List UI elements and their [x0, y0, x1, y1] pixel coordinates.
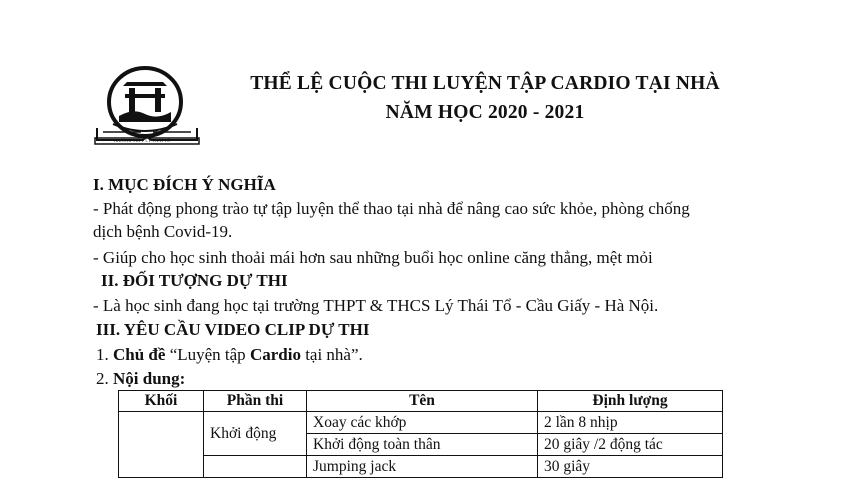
document-title: THỂ LỆ CUỘC THI LUYỆN TẬP CARDIO TẠI NHÀ — [250, 73, 720, 94]
section1-line1: - Phát động phong trào tự tập luyện thể thao tại nhà để nâng cao sức khỏe, phòng chống — [93, 199, 690, 218]
item1-end: tại nhà”. — [300, 345, 363, 364]
cell-name: Jumping jack — [307, 456, 538, 478]
cell-amount: 2 lần 8 nhịp — [538, 412, 723, 434]
section1-heading: I. MỤC ĐÍCH Ý NGHĨA — [93, 175, 276, 194]
cell-name: Xoay các khớp — [307, 412, 538, 434]
document-subtitle: NĂM HỌC 2020 - 2021 — [385, 102, 585, 123]
item1-cardio: Cardio — [249, 345, 301, 364]
header-phan-thi: Phần thi — [204, 391, 307, 412]
cell-amount: 20 giây /2 động tác — [538, 434, 723, 456]
item1-number: 1. — [96, 345, 113, 364]
header-ten: Tên — [307, 391, 538, 412]
section2-heading: II. ĐỐI TƯỢNG DỰ THI — [101, 271, 288, 290]
section3-item1 — [96, 345, 363, 365]
item1-label: Chủ đề — [113, 345, 166, 364]
item2-number: 2. — [96, 369, 113, 388]
header-dinh-luong: Định lượng — [538, 391, 723, 412]
section1-line3: - Giúp cho học sinh thoải mái hơn sau những buổi học online căng thẳng, mệt mỏi — [93, 248, 653, 267]
section3-heading: III. YÊU CẦU VIDEO CLIP DỰ THI — [96, 320, 370, 339]
table-row — [119, 412, 723, 434]
table-header-row — [119, 391, 723, 412]
header-khoi: Khối — [119, 391, 204, 412]
cell-name: Khởi động toàn thân — [307, 434, 538, 456]
table-row — [119, 456, 723, 478]
section1-line2: dịch bệnh Covid-19. — [93, 222, 233, 241]
section2-line1: - Là học sinh đang học tại trường THPT & THCS Lý Thái Tổ - Cầu Giấy - Hà Nội. — [93, 296, 659, 315]
logo-caption: TRƯỜNG THPT LÝ THÁI TỔ — [113, 138, 171, 143]
cell-amount: 30 giây — [538, 456, 723, 478]
section3-item2 — [96, 369, 185, 389]
cell-khoi — [119, 412, 204, 478]
cell-part: Khởi động — [204, 412, 307, 456]
item2-label: Nội dung: — [113, 369, 186, 388]
cell-part — [204, 456, 307, 478]
item1-text: “Luyện tập — [165, 345, 250, 364]
content-table — [118, 390, 723, 478]
